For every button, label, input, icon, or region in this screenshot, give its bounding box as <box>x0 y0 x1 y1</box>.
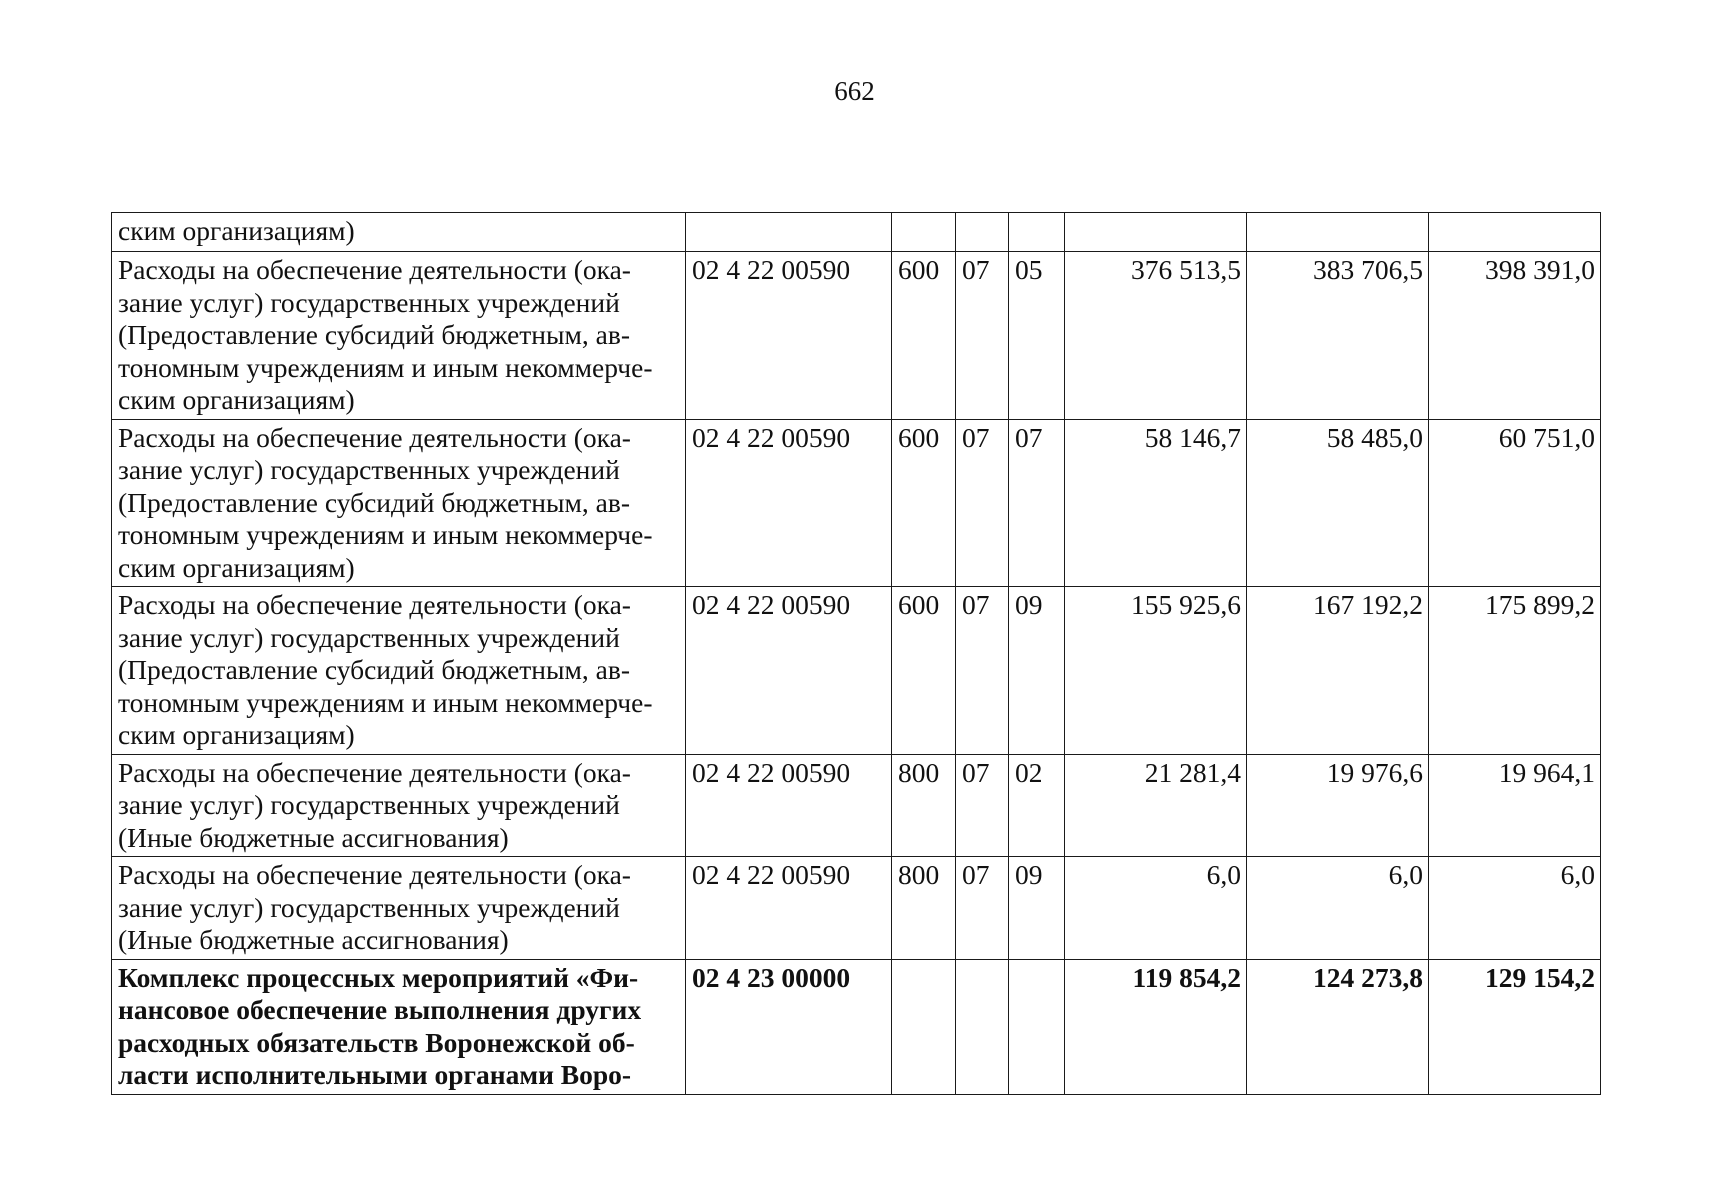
row-expense-type: 600 <box>892 252 956 420</box>
row-amount-1: 21 281,4 <box>1065 754 1247 857</box>
row-expense-type: 600 <box>892 419 956 587</box>
row-expense-type: 600 <box>892 587 956 755</box>
row-section: 07 <box>956 857 1009 960</box>
row-amount-1: 376 513,5 <box>1065 252 1247 420</box>
row-description: ским организациям) <box>112 213 686 252</box>
row-amount-2: 383 706,5 <box>1247 252 1429 420</box>
row-description: Расходы на обеспечение деятельности (ока-зание услуг) государственных учреждений (Предоставление субсидий бюджетным, ав-тономным учреждениям и иным некоммерче-ским организациям) <box>112 252 686 420</box>
row-target-code <box>686 213 892 252</box>
row-amount-1: 58 146,7 <box>1065 419 1247 587</box>
row-description: Расходы на обеспечение деятельности (ока-зание услуг) государственных учреждений (Предоставление субсидий бюджетным, ав-тономным учреждениям и иным некоммерче-ским организациям) <box>112 587 686 755</box>
row-subsection: 09 <box>1009 587 1065 755</box>
row-amount-2: 6,0 <box>1247 857 1429 960</box>
row-amount-2: 19 976,6 <box>1247 754 1429 857</box>
row-section: 07 <box>956 419 1009 587</box>
row-description: Расходы на обеспечение деятельности (ока-зание услуг) государственных учреждений (Иные бюджетные ассигнования) <box>112 857 686 960</box>
row-expense-type: 800 <box>892 754 956 857</box>
row-target-code: 02 4 23 00000 <box>686 959 892 1094</box>
table-row <box>112 252 1601 420</box>
row-expense-type <box>892 213 956 252</box>
row-subsection <box>1009 959 1065 1094</box>
row-section <box>956 959 1009 1094</box>
row-target-code: 02 4 22 00590 <box>686 587 892 755</box>
row-amount-1 <box>1065 213 1247 252</box>
row-description: Расходы на обеспечение деятельности (ока-зание услуг) государственных учреждений (Иные бюджетные ассигнования) <box>112 754 686 857</box>
table-row <box>112 213 1601 252</box>
row-target-code: 02 4 22 00590 <box>686 754 892 857</box>
row-subsection: 09 <box>1009 857 1065 960</box>
row-amount-3: 175 899,2 <box>1429 587 1601 755</box>
row-description: Комплекс процессных мероприятий «Фи-нансовое обеспечение выполнения других расходных обязательств Воронежской об-ласти исполнительными органами Воро- <box>112 959 686 1094</box>
row-target-code: 02 4 22 00590 <box>686 252 892 420</box>
page-number: 662 <box>834 76 875 106</box>
row-amount-2: 124 273,8 <box>1247 959 1429 1094</box>
row-section: 07 <box>956 587 1009 755</box>
row-subsection: 07 <box>1009 419 1065 587</box>
row-target-code: 02 4 22 00590 <box>686 419 892 587</box>
row-subsection: 02 <box>1009 754 1065 857</box>
table-row <box>112 419 1601 587</box>
row-amount-1: 155 925,6 <box>1065 587 1247 755</box>
row-amount-3: 19 964,1 <box>1429 754 1601 857</box>
table-row <box>112 754 1601 857</box>
row-amount-1: 119 854,2 <box>1065 959 1247 1094</box>
table-row <box>112 857 1601 960</box>
row-expense-type <box>892 959 956 1094</box>
row-amount-3: 6,0 <box>1429 857 1601 960</box>
table-row <box>112 959 1601 1094</box>
row-section: 07 <box>956 252 1009 420</box>
row-amount-2: 58 485,0 <box>1247 419 1429 587</box>
row-section <box>956 213 1009 252</box>
row-amount-3 <box>1429 213 1601 252</box>
row-description: Расходы на обеспечение деятельности (ока-зание услуг) государственных учреждений (Предоставление субсидий бюджетным, ав-тономным учреждениям и иным некоммерче-ским организациям) <box>112 419 686 587</box>
row-subsection <box>1009 213 1065 252</box>
row-subsection: 05 <box>1009 252 1065 420</box>
row-amount-2 <box>1247 213 1429 252</box>
row-amount-3: 129 154,2 <box>1429 959 1601 1094</box>
row-section: 07 <box>956 754 1009 857</box>
row-amount-2: 167 192,2 <box>1247 587 1429 755</box>
row-target-code: 02 4 22 00590 <box>686 857 892 960</box>
budget-table <box>111 212 1601 1095</box>
row-amount-3: 398 391,0 <box>1429 252 1601 420</box>
row-amount-3: 60 751,0 <box>1429 419 1601 587</box>
table-row <box>112 587 1601 755</box>
row-amount-1: 6,0 <box>1065 857 1247 960</box>
row-expense-type: 800 <box>892 857 956 960</box>
